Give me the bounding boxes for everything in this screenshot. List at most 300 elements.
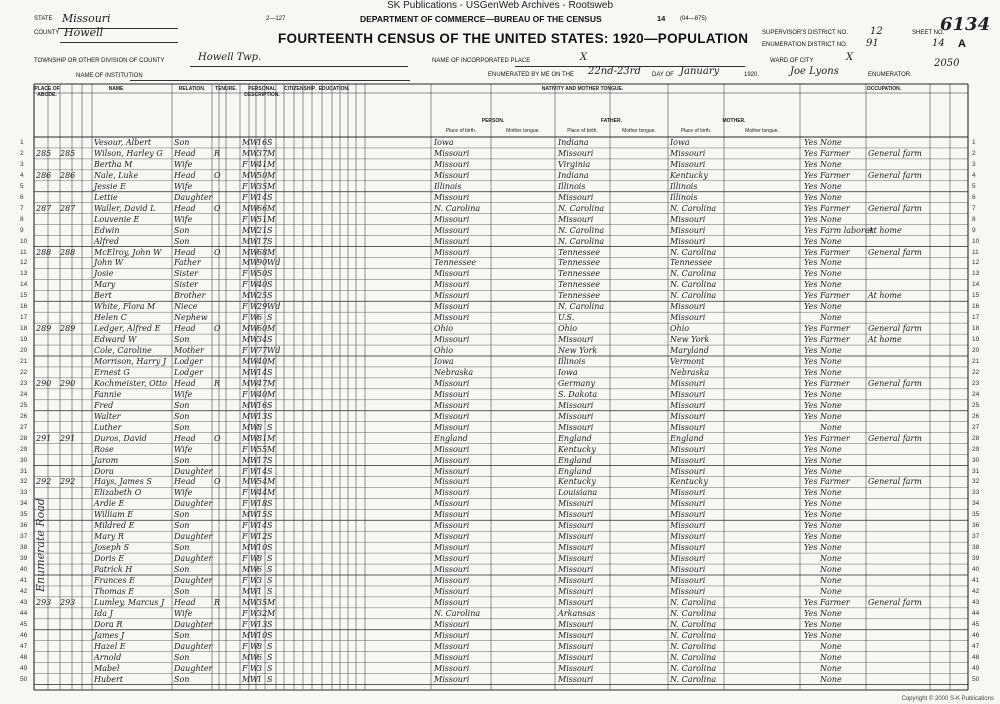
line-number-right: 20 — [972, 347, 980, 355]
cell-name: Ledger, Alfred E — [94, 324, 161, 334]
cell-sex: F — [242, 444, 248, 454]
cell-father-birthplace: Iowa — [558, 367, 578, 377]
cell-sex: M — [242, 630, 251, 640]
line-number-right: 6 — [972, 193, 976, 201]
cell-race: W — [250, 543, 259, 553]
cell-age: 8 — [257, 422, 263, 432]
cell-mother-birthplace: Missouri — [670, 236, 706, 246]
cell-age: 6 — [257, 565, 263, 575]
year-label: 1920. — [744, 72, 760, 78]
cell-occupation: None — [820, 269, 842, 279]
cell-speaks-english: Yes — [804, 148, 818, 158]
line-number: 47 — [20, 642, 28, 650]
cell-speaks-english: Yes — [804, 236, 818, 246]
census-row — [0, 652, 1000, 663]
line-number: 25 — [20, 401, 28, 409]
cell-father-birthplace: N. Carolina — [558, 236, 605, 246]
cell-birthplace: Tennessee — [434, 258, 477, 268]
cell-relation: Son — [174, 543, 190, 553]
cell-father-birthplace: Missouri — [558, 148, 594, 158]
cell-occupation: None — [820, 608, 842, 618]
cell-sex: M — [242, 455, 251, 465]
cell-occupation: Farmer — [820, 247, 850, 257]
cell-race: W — [250, 565, 259, 575]
line-number-right: 37 — [972, 533, 980, 541]
line-number-right: 36 — [972, 522, 980, 530]
line-number: 40 — [20, 566, 28, 574]
column-group-4: PERSONAL DESCRIPTION. — [244, 86, 280, 98]
page-number: 14 — [657, 14, 666, 23]
cell-race: W — [250, 554, 259, 564]
cell-dwelling: 289 — [36, 324, 52, 334]
census-row — [0, 323, 1000, 334]
cell-name: Frances E — [94, 576, 135, 585]
cell-birthplace: Illinois — [434, 181, 462, 191]
cell-sex: M — [242, 236, 251, 246]
cell-name: Mildred E — [94, 521, 135, 531]
cell-race: W — [250, 138, 259, 147]
line-number: 36 — [20, 522, 28, 530]
cell-age: 18 — [257, 499, 268, 509]
cell-occupation: None — [820, 258, 842, 268]
cell-speaks-english: Yes — [804, 389, 818, 399]
cell-name: Joseph S — [94, 543, 130, 553]
cell-marital: S — [267, 641, 273, 651]
cell-sex: F — [242, 499, 248, 509]
cell-name: Arnold — [94, 652, 122, 662]
cell-industry: General farm — [868, 477, 922, 487]
line-number: 50 — [20, 675, 28, 683]
enumeration-district-label: ENUMERATION DISTRICT NO. — [762, 42, 848, 48]
cell-industry: General farm — [868, 148, 922, 158]
line-number-right: 8 — [972, 215, 976, 223]
cell-age: 8 — [257, 641, 263, 651]
census-row — [0, 356, 1000, 367]
cell-occupation: None — [820, 674, 842, 684]
cell-sex: M — [242, 565, 251, 575]
cell-birthplace: Missouri — [434, 378, 470, 388]
line-number: 42 — [20, 587, 28, 595]
cell-father-birthplace: Missouri — [558, 652, 594, 662]
cell-mother-birthplace: Missouri — [670, 521, 706, 531]
cell-father-birthplace: Missouri — [558, 543, 594, 553]
cell-sex: M — [242, 586, 251, 596]
line-number-right: 28 — [972, 434, 980, 442]
cell-dwelling: 290 — [36, 378, 52, 388]
state-label: STATE — [34, 16, 53, 22]
cell-father-birthplace: England — [558, 455, 592, 465]
cell-relation: Son — [174, 565, 190, 575]
cell-birthplace: Missouri — [434, 488, 470, 498]
cell-birthplace: Iowa — [434, 138, 454, 147]
cell-father-birthplace: Missouri — [558, 335, 594, 345]
cell-family: 292 — [60, 477, 76, 487]
cell-family: 291 — [60, 433, 76, 443]
cell-mother-birthplace: Missouri — [670, 148, 706, 158]
cell-name: Hubert — [94, 674, 124, 684]
column-group-5: CITIZENSHIP. — [284, 86, 316, 92]
cell-sex: M — [242, 170, 251, 180]
cell-mother-birthplace: Missouri — [670, 378, 706, 388]
line-number: 9 — [20, 226, 24, 234]
cell-race: W — [250, 378, 259, 388]
cell-age: 68 — [257, 247, 268, 257]
institution-label: NAME OF INSTITUTION — [76, 73, 143, 79]
line-number: 41 — [20, 577, 28, 584]
line-number: 49 — [20, 664, 28, 672]
cell-birthplace: Missouri — [434, 597, 470, 607]
line-number: 7 — [20, 204, 24, 212]
cell-name: Rose — [94, 444, 114, 454]
line-number-right: 44 — [972, 609, 980, 617]
cell-occupation: None — [820, 422, 842, 432]
cell-marital: M — [267, 357, 276, 366]
cell-name: Fannie — [94, 389, 122, 399]
enumerated-label: ENUMERATED BY ME ON THE — [488, 72, 575, 78]
cell-race: W — [250, 422, 259, 432]
cell-speaks-english: Yes — [804, 291, 818, 301]
line-number-right: 49 — [972, 664, 980, 672]
township-label: TOWNSHIP OR OTHER DIVISION OF COUNTY — [34, 58, 165, 64]
cell-sex: F — [242, 346, 248, 356]
line-number: 23 — [20, 379, 28, 387]
cell-name: Luther — [94, 422, 122, 432]
cell-age: 50 — [257, 170, 268, 180]
census-row — [0, 225, 1000, 236]
cell-mother-birthplace: Missouri — [670, 422, 706, 432]
cell-relation: Head — [174, 477, 196, 487]
line-number-right: 40 — [972, 566, 980, 574]
cell-mother-birthplace: Vermont — [670, 357, 705, 366]
cell-speaks-english: Yes — [804, 499, 818, 509]
cell-race: W — [250, 389, 259, 399]
cell-marital: M — [267, 203, 276, 213]
line-number-right: 43 — [972, 598, 980, 606]
cell-sex: F — [242, 663, 248, 673]
cell-age: 3 — [257, 576, 263, 585]
cell-sex: M — [242, 225, 251, 235]
census-row — [0, 553, 1000, 564]
census-row — [0, 181, 1000, 192]
cell-father-birthplace: N. Carolina — [558, 225, 605, 235]
cell-speaks-english: Yes — [804, 324, 818, 334]
cell-birthplace: Missouri — [434, 674, 470, 684]
nativity-col-1: Mother tongue. — [506, 128, 540, 134]
cell-relation: Son — [174, 674, 190, 684]
cell-father-birthplace: Tennessee — [558, 291, 601, 301]
cell-race: W — [250, 619, 259, 629]
cell-relation: Son — [174, 236, 190, 246]
cell-birthplace: Missouri — [434, 455, 470, 465]
cell-race: W — [250, 641, 259, 651]
line-number: 10 — [20, 237, 28, 245]
cell-age: 81 — [257, 433, 268, 443]
cell-father-birthplace: Missouri — [558, 554, 594, 564]
cell-age: 25 — [257, 291, 268, 301]
census-row — [0, 367, 1000, 378]
line-number: 8 — [20, 215, 24, 223]
cell-occupation: None — [820, 630, 842, 640]
margin-note: Enumerate Road — [34, 498, 47, 592]
column-group-6: EDUCATION. — [318, 86, 350, 92]
line-number: 13 — [20, 270, 28, 278]
line-number: 15 — [20, 292, 28, 300]
cell-industry: General farm — [868, 378, 922, 388]
cell-father-birthplace: Missouri — [558, 400, 594, 410]
census-row — [0, 290, 1000, 301]
cell-occupation: Farmer — [820, 148, 850, 158]
cell-mother-birthplace: Missouri — [670, 543, 706, 553]
cell-occupation: None — [820, 367, 842, 377]
cell-sex: M — [242, 324, 251, 334]
cell-relation: Wife — [174, 214, 193, 224]
cell-sex: M — [242, 335, 251, 345]
column-group-7: NATIVITY AND MOTHER TONGUE. — [541, 86, 624, 92]
cell-name: Edwin — [94, 225, 120, 235]
cell-birthplace: Missouri — [434, 302, 470, 312]
cell-birthplace: Missouri — [434, 236, 470, 246]
cell-marital: S — [267, 280, 273, 290]
county-value: Howell — [64, 26, 104, 39]
line-number-right: 30 — [972, 456, 980, 464]
cell-sex: F — [242, 181, 248, 191]
cell-father-birthplace: Louisiana — [558, 488, 598, 498]
form-number: (04—875) — [680, 16, 707, 22]
cell-sex: M — [242, 422, 251, 432]
cell-father-birthplace: Virginia — [558, 159, 591, 169]
cell-marital: S — [267, 291, 273, 301]
cell-mother-birthplace: Tennessee — [670, 258, 713, 268]
cell-name: Morrison, Harry J — [94, 357, 167, 366]
census-row — [0, 257, 1000, 268]
line-number-right: 9 — [972, 226, 976, 234]
census-row — [0, 334, 1000, 345]
enumerator-label: ENUMERATOR. — [868, 72, 912, 78]
cell-marital: M — [267, 148, 276, 158]
census-row — [0, 203, 1000, 214]
ward-label: WARD OF CITY — [770, 58, 814, 64]
cell-relation: Son — [174, 335, 190, 345]
cell-marital: M — [267, 324, 276, 334]
line-number-right: 34 — [972, 500, 980, 508]
cell-speaks-english: Yes — [804, 192, 818, 202]
cell-sex: F — [242, 532, 248, 542]
line-number-right: 17 — [972, 314, 980, 322]
line-number: 12 — [20, 259, 28, 267]
cell-sex: F — [242, 554, 248, 564]
cell-name: Doris E — [94, 554, 125, 564]
line-number-right: 46 — [972, 631, 980, 639]
cell-relation: Nephew — [174, 313, 208, 323]
cell-tenure: O — [214, 433, 221, 443]
cell-father-birthplace: Missouri — [558, 521, 594, 531]
cell-marital: S — [267, 543, 273, 553]
cell-father-birthplace: Missouri — [558, 663, 594, 673]
cell-father-birthplace: Missouri — [558, 674, 594, 684]
cell-sex: F — [242, 192, 248, 202]
cell-father-birthplace: Missouri — [558, 499, 594, 509]
line-number-right: 11 — [972, 248, 979, 256]
line-number: 24 — [20, 390, 28, 398]
cell-sex: M — [242, 543, 251, 553]
line-number-right: 21 — [972, 358, 980, 365]
cell-race: W — [250, 225, 259, 235]
cell-marital: S — [267, 586, 273, 596]
cell-mother-birthplace: Iowa — [670, 138, 690, 147]
line-number: 29 — [20, 445, 28, 453]
cell-tenure: O — [214, 247, 221, 257]
cell-relation: Niece — [174, 302, 198, 312]
cell-name: Helen C — [94, 313, 127, 323]
cell-father-birthplace: Missouri — [558, 619, 594, 629]
cell-birthplace: Missouri — [434, 586, 470, 596]
cell-birthplace: England — [434, 433, 468, 443]
cell-father-birthplace: Tennessee — [558, 269, 601, 279]
cell-mother-birthplace: N. Carolina — [670, 608, 717, 618]
cell-occupation: None — [820, 641, 842, 651]
cell-speaks-english: Yes — [804, 214, 818, 224]
cell-industry: At home — [868, 225, 902, 235]
census-row — [0, 674, 1000, 685]
cell-mother-birthplace: N. Carolina — [670, 619, 717, 629]
cell-father-birthplace: Tennessee — [558, 247, 601, 257]
cell-father-birthplace: Illinois — [558, 357, 586, 366]
cell-race: W — [250, 367, 259, 377]
cell-age: 54 — [257, 477, 268, 487]
cell-marital: S — [267, 554, 273, 564]
cell-sex: M — [242, 258, 251, 268]
cell-age: 51 — [257, 214, 268, 224]
cell-marital: S — [267, 576, 273, 585]
cell-relation: Son — [174, 422, 190, 432]
cell-occupation: Farmer — [820, 170, 850, 180]
cell-race: W — [250, 652, 259, 662]
cell-birthplace: Missouri — [434, 477, 470, 487]
cell-relation: Wife — [174, 608, 193, 618]
cell-birthplace: Missouri — [434, 630, 470, 640]
line-number: 37 — [20, 533, 28, 541]
cell-name: William E — [94, 510, 134, 520]
census-row — [0, 411, 1000, 422]
census-row — [0, 455, 1000, 466]
cell-occupation: None — [820, 521, 842, 531]
cell-age: 8 — [257, 554, 263, 564]
cell-birthplace: Missouri — [434, 389, 470, 399]
cell-name: Dora R — [94, 619, 123, 629]
cell-sex: M — [242, 203, 251, 213]
line-number: 17 — [20, 314, 28, 322]
cell-relation: Wife — [174, 444, 193, 454]
cell-name: Fred — [94, 400, 114, 410]
cell-speaks-english: Yes — [804, 619, 818, 629]
cell-occupation: None — [820, 586, 842, 596]
line-number-right: 48 — [972, 653, 980, 661]
census-row — [0, 498, 1000, 509]
cell-dwelling: 291 — [36, 433, 52, 443]
census-row — [0, 345, 1000, 356]
cell-age: 47 — [257, 378, 268, 388]
cell-marital: M — [267, 488, 276, 498]
cell-relation: Daughter — [174, 663, 213, 673]
cell-birthplace: Missouri — [434, 170, 470, 180]
line-number-right: 24 — [972, 390, 980, 398]
cell-name: Lettie — [94, 192, 118, 202]
census-row — [0, 476, 1000, 487]
cell-race: W — [250, 280, 259, 290]
cell-age: 17 — [257, 455, 268, 465]
state-value: Missouri — [62, 12, 111, 25]
cell-name: Walter — [94, 411, 121, 421]
sheet-label: SHEET NO. — [912, 30, 945, 36]
census-row — [0, 422, 1000, 433]
nativity-col-5: Mother tongue. — [745, 128, 779, 134]
cell-mother-birthplace: Missouri — [670, 400, 706, 410]
cell-age: 17 — [257, 236, 268, 246]
cell-sex: M — [242, 148, 251, 158]
cell-father-birthplace: Indiana — [558, 170, 589, 180]
cell-name: Mary R — [94, 532, 124, 542]
cell-birthplace: Missouri — [434, 554, 470, 564]
census-row — [0, 137, 1000, 148]
cell-father-birthplace: Missouri — [558, 214, 594, 224]
line-number: 48 — [20, 653, 28, 661]
cell-birthplace: N. Carolina — [434, 203, 481, 213]
line-number-right: 19 — [972, 336, 980, 344]
cell-birthplace: Nebraska — [434, 367, 474, 377]
cell-dwelling: 285 — [36, 148, 52, 158]
census-row — [0, 268, 1000, 279]
line-number: 28 — [20, 434, 28, 442]
line-number-right: 16 — [972, 303, 980, 311]
cell-mother-birthplace: Missouri — [670, 576, 706, 585]
cell-marital: S — [267, 532, 273, 542]
line-number-right: 26 — [972, 412, 980, 420]
cell-speaks-english: Yes — [804, 203, 818, 213]
line-number-right: 39 — [972, 555, 980, 563]
cell-birthplace: Missouri — [434, 192, 470, 202]
line-number-right: 23 — [972, 379, 980, 387]
cell-relation: Brother — [174, 291, 206, 301]
cell-age: 1 — [257, 674, 263, 684]
cell-birthplace: Missouri — [434, 280, 470, 290]
cell-mother-birthplace: Missouri — [670, 225, 706, 235]
cell-speaks-english: Yes — [804, 510, 818, 520]
cell-race: W — [250, 400, 259, 410]
cell-relation: Daughter — [174, 466, 213, 476]
cell-occupation: None — [820, 466, 842, 476]
cell-industry: General farm — [868, 170, 922, 180]
cell-relation: Daughter — [174, 192, 213, 202]
cell-industry: General farm — [868, 203, 922, 213]
cell-relation: Son — [174, 138, 190, 147]
census-row — [0, 247, 1000, 258]
census-row — [0, 619, 1000, 630]
cell-occupation: Farmer — [820, 378, 850, 388]
cell-marital: S — [267, 225, 273, 235]
cell-birthplace: Missouri — [434, 543, 470, 553]
cell-birthplace: Missouri — [434, 510, 470, 520]
cell-race: W — [250, 466, 259, 476]
cell-occupation: None — [820, 389, 842, 399]
cell-age: 16 — [257, 400, 268, 410]
cell-father-birthplace: U.S. — [558, 313, 575, 323]
cell-speaks-english: Yes — [804, 225, 818, 235]
line-number: 31 — [20, 467, 28, 475]
cell-occupation: None — [820, 543, 842, 553]
cell-marital: S — [267, 663, 273, 673]
cell-relation: Daughter — [174, 532, 213, 542]
cell-birthplace: Missouri — [434, 335, 470, 345]
